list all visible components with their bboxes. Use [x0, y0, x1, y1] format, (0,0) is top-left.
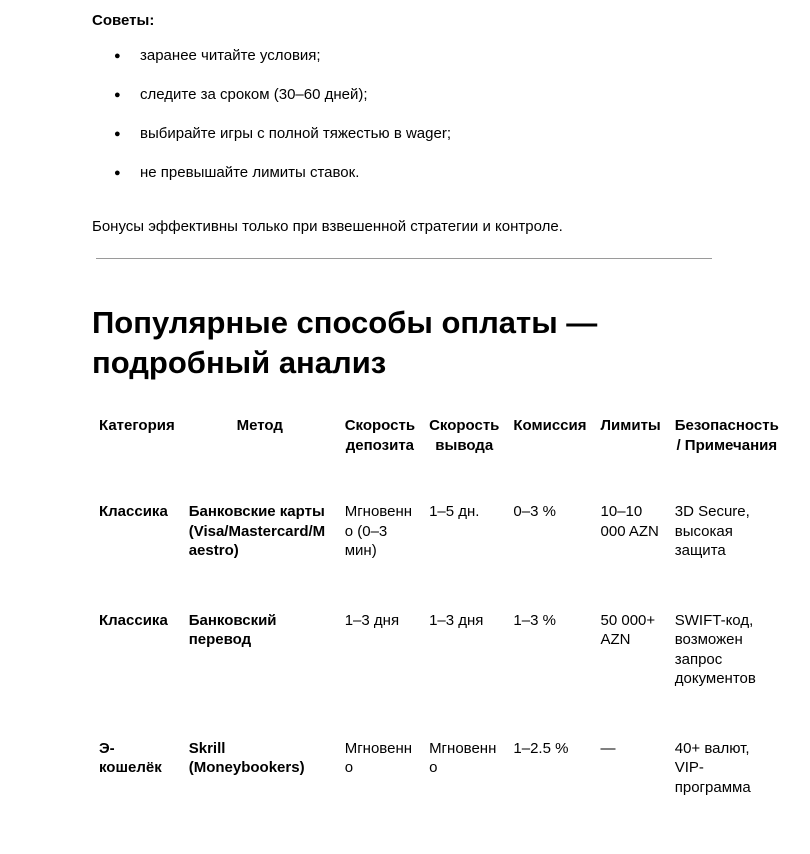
column-header-withdrawal-speed: Скорость вывода	[429, 417, 500, 454]
cell-security-notes: 40+ валют, VIP-программа	[674, 739, 751, 796]
cell-fee: 1–2.5 %	[513, 739, 569, 757]
column-header-security-notes: Безопасность / Примечания	[674, 417, 779, 454]
cell-withdrawal-speed: Мгновенно	[429, 739, 497, 776]
column-header-limits: Лимиты	[600, 417, 661, 434]
section-divider	[96, 258, 712, 259]
cell-category: Э-кошелёк	[99, 739, 162, 776]
cell-security-notes: 3D Secure, высокая защита	[674, 503, 750, 559]
cell-method: Банковский перевод	[188, 611, 277, 648]
cell-fee: 0–3 %	[513, 503, 556, 520]
table-row	[92, 608, 786, 736]
page-title: Популярные способы оплаты — подробный анализ	[92, 305, 598, 380]
cell-limits: 10–10 000 AZN	[600, 503, 659, 540]
cell-limits: —	[600, 739, 616, 757]
table-row	[92, 736, 786, 845]
cell-deposit-speed: Мгновенно	[344, 739, 413, 776]
table-header-row	[92, 413, 786, 499]
tips-list-item: ● выбирайте игры с полной тяжестью в wager;	[92, 116, 451, 155]
column-header-deposit-speed: Скорость депозита	[344, 417, 416, 454]
cell-fee: 1–3 %	[513, 611, 556, 629]
column-header-method: Метод	[236, 417, 283, 434]
cell-category: Классика	[99, 611, 168, 629]
tips-summary: Бонусы эффективны только при взвешенной стратегии и контроле.	[92, 218, 563, 235]
column-header-fee: Комиссия	[513, 417, 587, 434]
cell-limits: 50 000+ AZN	[600, 611, 656, 648]
column-header-category: Категория	[99, 417, 175, 434]
cell-withdrawal-speed: 1–3 дня	[429, 611, 484, 629]
tips-list	[92, 38, 451, 194]
tips-list-item: ● следите за сроком (30–60 дней);	[92, 77, 451, 116]
cell-method: Skrill (Moneybookers)	[188, 739, 305, 776]
cell-method: Банковские карты (Visa/Mastercard/Maestro)	[188, 503, 326, 559]
cell-withdrawal-speed: 1–5 дн.	[429, 503, 480, 520]
payment-methods-table	[92, 413, 786, 844]
tips-list-item: ● не превышайте лимиты ставок.	[92, 155, 451, 194]
tips-heading: Советы:	[92, 12, 155, 29]
cell-security-notes: SWIFT-код, возможен запрос документов	[674, 611, 756, 687]
tips-list-item: ● заранее читайте условия;	[92, 38, 451, 77]
cell-category: Классика	[99, 503, 168, 520]
cell-deposit-speed: Мгновенно (0–3 мин)	[344, 503, 413, 559]
table-row	[92, 499, 786, 608]
cell-deposit-speed: 1–3 дня	[344, 611, 400, 629]
